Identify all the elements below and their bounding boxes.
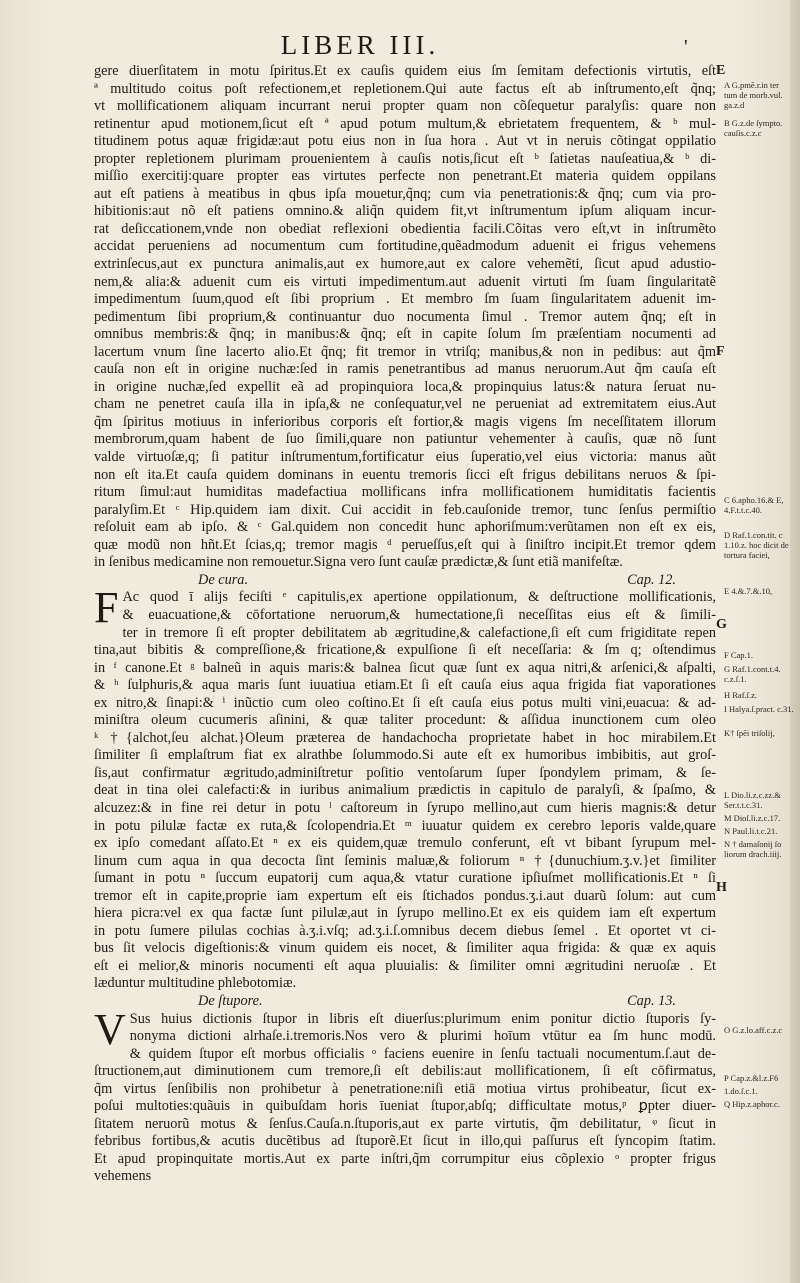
text-line: Sus huius dictionis ſtupor in libris eſt diuerſus:plurimum enim ponitur dictio ſtuporis ſy-	[129, 1010, 716, 1027]
margin-note: G Raf.1.cont.t.4. c.z.ſ.1.	[724, 664, 781, 684]
text-line: ſumant in potu ⁿ ſuccum eupatorij cum aqua,& vtatur curatione ipſiuſmet mollificationis.Et ⁿ ſi	[94, 870, 716, 887]
text-line: lacertum vnum ſine lacerto alio.Et q̃nq; fit tremor in vtriſq; manibus,& non in pedibus: aut q̃m	[94, 343, 716, 360]
margin-note: D Raf.1.con.tit. c 1.10.z. hoc dicit de tortura faciei,	[724, 530, 789, 560]
text-line: rat deſiccationem,vnde non obediat reflexioni obedientia facili.Cõitas vero eſt,vt in inſtrumẽto	[94, 220, 716, 237]
text-line: alcuzez:& in fine rei detur in potu ˡ caſtoreum in ſyrupo mellino,aut cum hieris magnis:& detur	[94, 799, 716, 816]
margin-note: E 4.&.7.&.10,	[724, 586, 773, 596]
margin-note: N Paul.li.t.c.21.	[724, 826, 778, 836]
margin-note: F Cap.1.	[724, 650, 754, 660]
drop-cap: F	[94, 583, 119, 633]
text-line: eſt ei melior,& minoris nocumenti eſt aqua pluuialis: & ſimiliter omni ægritudini neruoſæ . Et	[94, 957, 716, 974]
text-line: hibitionis:aut nõ eſt patiens omnino.& aliq̃n quidem fit,vt inſtrumentum ipſum aliquam incur-	[94, 203, 716, 220]
text-line: aut eſt patiens à meatibus in qbus ipſa mouetur,q̃nq; cum via penetrationis:& q̃nq; cum via pro-	[94, 185, 716, 202]
text-line: Et apud propinquitate mortis.Aut ex parte inſtri,q̃m corrumpitur eius cõplexio ᵒ propter frigus	[94, 1150, 716, 1167]
text-line: ex nitro,& ſinapi:& ⁱ inũctio cum oleo coſtino.Et ſi eſt cauſa eius potus multi vini,euacua: & ad-	[94, 694, 716, 711]
text-line: & ʰ ſulphuris,& aqua maris ſunt iuuatiua etiam.Et ſi eſt cauſa eius aqua frigida fiat vaporationes	[94, 677, 716, 694]
drop-cap: V	[94, 1004, 126, 1054]
text-line: bus ſit velocis digeſtionis:& vinum quidem eis nocet, & ſimiliter aqua frigida: & quæ ex aquis	[94, 940, 716, 957]
text-line: in ᶠ canone.Et ᵍ balneũ in aquis maris:& balnea ſicut quæ ſunt ex aqua nitri,& arſenici,& aſpalti,	[94, 659, 716, 676]
margin-note: A G.pmẽ.r.in ter tum de morb.vul. ga.z.d	[724, 80, 783, 110]
text-line: pedimentum ſibi proprium,& continuantur duo nocumenta ſimul . Tremor autem q̃nq; eſt in	[94, 308, 716, 325]
text-line: paralyſim.Et ᶜ Hip.quidem iam dixit. Cui accidit in feb.cauſonide tremor, tunc ſenſus permiſtio	[94, 501, 716, 518]
chapter-title: De ſtupore.	[198, 992, 263, 1009]
margin-note: H Raf.ſ.z.	[724, 690, 758, 700]
text-line: reſoluit eam ab ipſo. & ᶜ Gal.quidem non concedit hunc aphoriſmum:verũtamen non eſt ex eis,	[94, 519, 716, 536]
text-line: tremor eſt in capite,proprie iam expertum eſt eis ſtichados pondus.ʒ.i.aut duarũ ſolum: aut cum	[94, 887, 716, 904]
chapter-number: Cap. 13.	[627, 992, 676, 1009]
text-line: ª multitudo coitus poſt refectionem,et repletionem.Qui aute factus eſt ab inſtrumento,eſt q̃nq;	[94, 80, 716, 97]
text-line: miſſio exercitij:quare propter eas virtutes perfecte non penetrant.Et materia quidem oppilans	[94, 168, 716, 185]
text-line: miniſtra oleum cucumeris aſinini, & quæ taliter procedunt: & aſſidua inunctionem cum oleo	[94, 712, 716, 729]
text-line: quæ modũ non hñt.Et ſcias,q; tremor magis ᵈ perueſſus,eſt qui à ſiniſtro incipit.Et tremor qdem	[94, 536, 716, 553]
margin-note: L Dio.li.z.c.zz.& Ser.t.t.c.31.	[724, 790, 781, 810]
text-line: in ſenibus medicamine non remouetur.Signa vero ſunt cauſæ prædictæ,& ſunt etiã manifeſtæ.	[94, 554, 623, 571]
text-line: nem,& alia:& aduenit cum eis virtuti impedimentum.aut aduenit virtuti ſm ſuam ſingularitatẽ	[94, 273, 716, 290]
text-line: gere diuerſitatem in motu ſpiritus.Et ex cauſis quidem eius ſm ſemitam defectionis virtutis, eſt	[94, 63, 716, 79]
margin-letter-g: G	[716, 617, 727, 632]
text-line: propter repletionem plurimam prouenientem à cauſis notis,ſicut eſt ᵇ ſatietas nauſeatiua,& ᵇ di-	[94, 150, 716, 167]
text-line: ter in tremore ſi eſt propter debilitatem ab ægritudine,& calefactione,ſi eſt cum frigiditate repen	[122, 624, 716, 641]
text-line: q̃m virtus ſenſibilis non prohibetur à penetratione:niſi etiā motiua virtus prohibeatur, ſicut ex-	[94, 1080, 716, 1097]
margin-note: I Halya.ſ.pract. c.31.	[724, 704, 794, 714]
text-line: ritum ſimul:aut humiditas madefactiua mollificans infra mollificationem humiditatis facientis	[94, 484, 716, 501]
text-line: omnibus membris:& q̃nq; in manibus:& q̃nq; eſt in capite ſolum ſm præſentiam nocumenti ad	[94, 326, 716, 343]
catchword: vehemens	[94, 1168, 152, 1185]
text-line: membrorum,quam habent de ſuo ſimili,quare non patiuntur vehementer à cauſis, quæ nõ ſunt	[94, 431, 716, 448]
margin-note: Q Hip.z.aphor.c.	[724, 1099, 780, 1109]
text-line: ᵏ †{alchot,ſeu alchat.}Oleum præterea de handachocha proprietate habet in hoc mirabilem.Et	[94, 729, 716, 746]
text-line: impedimentum ſuum,quod eſt ſibi proprium . Et membro ſm ſuam ſingularitatem aduenit im-	[94, 291, 716, 308]
chapter-heading-stupore	[94, 993, 716, 1011]
text-line: in potu ſumere pilulas cochias à.ʒ.i.vſq; ad.ʒ.i.ſ.omnibus decem diebus ſemel . Et oportet vt ci-	[94, 922, 716, 939]
margin-note: K† ſpẽi triſolij,	[724, 728, 775, 738]
margin-note: 1.do.ſ.c.1.	[724, 1086, 758, 1096]
text-line: & quidem ſtupor eſt morbus officialis ᵒ faciens euenire in ſenſu tactuali nocumentum.ſ.aut de-	[129, 1045, 716, 1062]
margin-letter-e: E	[716, 63, 726, 78]
margin-letter-f: F	[716, 344, 725, 359]
text-line: nonyma dictioni alrhaſe.i.tremoris.Nos vero & plurimi hoīum vtūtur ea ſm hunc modū.	[129, 1028, 716, 1045]
text-line: hiera picra:vel ex qua factæ ſunt pilulæ,aut in ſyrupo mellino.Et ex eis quidem iam eſt expertum	[94, 905, 716, 922]
chapter-title: De cura.	[198, 571, 249, 588]
margin-note: P Cap.z.&l.z.F6	[724, 1073, 779, 1083]
text-line: linum cum aqua in qua decocta ſint ſeminis maluæ,& foliorum ⁿ †{dunuchium.ʒ.v.}et ſimiliter	[94, 852, 716, 869]
text-line: & euacuatione,& cōfortatione neruorum,& humectatione,ſi neceſſitas eius eſt & ſimili-	[122, 606, 716, 623]
header-mark: '	[684, 36, 688, 58]
margin-note: M Dioſ.li.z.c.17.	[724, 813, 781, 823]
margin-note: O G.z.lo.aff.c.z.c	[724, 1025, 783, 1035]
text-line: non eſt ita.Et cauſa quidem dominans in euentu tremoris ſicci eſt frigus debilitans neruos & ſpi-	[94, 466, 716, 483]
chapter-heading-cura	[94, 572, 716, 590]
text-line: ſimiliter ſi emplaſtrum fiat ex alrathbe ſolummodo.Si aute eſt ex humoribus imbibitis, aut groſ-	[94, 747, 716, 764]
text-line: in potu pilulæ factæ ex ruta,& ſcolopendria.Et ᵐ iuuatur quidem ex cerebro leporis valde,quare	[94, 817, 716, 834]
text-line: tina,aut bibitis & compreſſione,& fricatione,& expulſione ſi eſt neceſſaria: & ſm q; oſtendimus	[94, 642, 716, 659]
text-line: poſui multoties:quãuis in quibuſdam horis īueniat ſtupor,abſq; difficultate motus,ᵖ ꝑpter diuer-	[94, 1098, 716, 1115]
text-line: ſis,aut confirmatur ægritudo,adminiſtretur poſitio ventoſarum ſuper ſpondylem primam, & ſe-	[94, 764, 716, 781]
margin-letter-h: H	[716, 880, 727, 895]
page-header-title: LIBER III.	[280, 30, 440, 60]
margin-note: B G.z.de ſympto. cauſis.c.z.c	[724, 118, 783, 138]
text-line: in origine nuchæ,ſed expellit eã ad propinquiora loca,& propinquius latus:& natura ſeruat nu-	[94, 378, 716, 395]
text-line: vt mollificationem aliquam incurrant nerui propter quam non cõſequetur paralyſis: quare non	[94, 98, 716, 115]
text-line: deat in tina olei calefacti:& in iuribus animalium prædictis in capitulo de paralyſi, & ſpaſmo, &	[94, 782, 716, 799]
text-line: ſtructionem,aut diminutionem cum tremore,ſi eſt debilis:aut mollificationem, ſi eſt cōfirmatus,	[94, 1063, 716, 1080]
margin-note: C 6.apho.16.& E, 4.F.t.t.c.40.	[724, 495, 784, 515]
text-line: extrinſecus,aut ex punctura animalis,aut ex humore,aut ex calore vehemẽti, ſicut apud adustio-	[94, 256, 716, 273]
main-text-column	[94, 63, 716, 1186]
text-line: ex ipſo comedant aſſato.Et ⁿ ex eis quidem,quæ tremulo conferunt, eſt vt bibant ſyrupum mel-	[94, 835, 716, 852]
text-line: cauſa non eſt in origine nuchæ:ſed in ramis penetrantibus ad manus neruorum.Aut q̃m cauſa eſt	[94, 361, 716, 378]
margin-note: N † damaſonij ſo liorum drach.iiij.	[724, 839, 782, 859]
text-line: ſitatem neruorũ motus & ſenſus.Cauſa.n.ſtuporis,aut ex parte virtutis, q̃m debilitatur, ᵠ ſicut in	[94, 1115, 716, 1132]
paragraph-tremor	[94, 63, 716, 572]
text-line: læduntur multitudine phlebotomiæ.	[94, 975, 297, 992]
text-line: titudinem potus aquæ frigidæ:aut potu eius non in ſua hora . Aut vt in neruis cõtingat oppilatio	[94, 133, 716, 150]
chapter-number: Cap. 12.	[627, 571, 676, 588]
paragraph-stupore	[94, 1004, 716, 1169]
text-line: febribus fortibus,& acutis ducẽtibus ad ſtuporẽ.Et ſicut in illo,qui paſſurus eſt ſyncopim ſtatim.	[94, 1133, 716, 1150]
paragraph-cura	[94, 583, 716, 993]
text-line: q̃m ſpiritus motiuus in inferioribus corporis eſt fortior,& magis vigens ſm neceſſitatem illorum	[94, 413, 716, 430]
text-line: valde virtuoſæ,q; ſi patitur inſtrumentum,fortificatur eius ſuperatio,vel eius victoria: manus aũt	[94, 449, 716, 466]
text-line: retinentur apud motionem,ſicut eſt ª apud potum multum,& ebrietatem frequentem, & ᵇ mul-	[94, 115, 716, 132]
text-line: Ac quod ī alijs feciſti ᵉ capitulis,ex apertione oppilationum, & deſtructione mollificationis,	[122, 589, 716, 606]
text-line: accidat perueniens ad nocumentum cum fortitudine,quẽadmodum aduenit ei frigus vehemens	[94, 238, 716, 255]
text-line: cham ne penetret cauſa illa in ipſa,& ne conſequatur,vel ne perueniat ad extremitatem eius.Aut	[94, 396, 716, 413]
